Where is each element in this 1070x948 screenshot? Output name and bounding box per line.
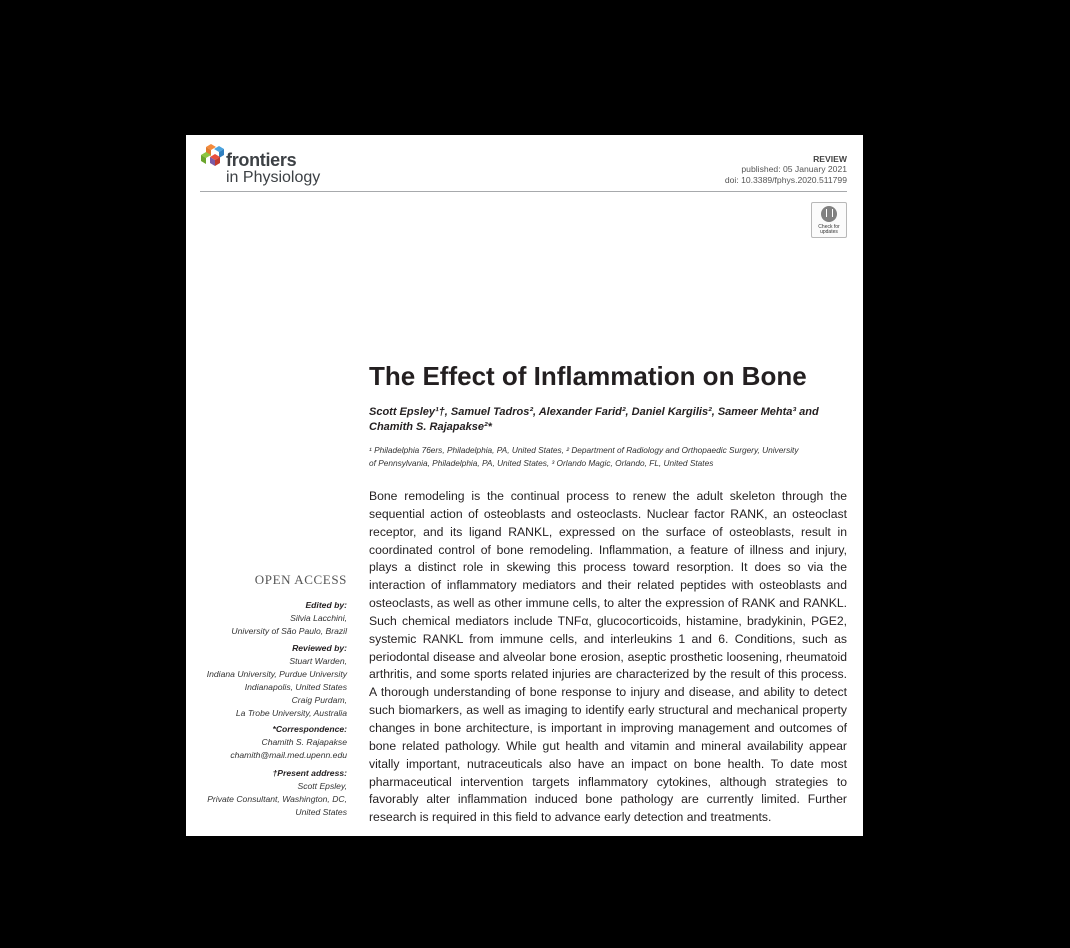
- affiliations: [369, 444, 849, 470]
- article-meta: [725, 154, 847, 185]
- published-date: published: 05 January 2021: [741, 164, 847, 175]
- present-address-label: †Present address:: [272, 768, 347, 778]
- reviewed-by-label: Reviewed by:: [292, 643, 347, 653]
- brand-line2: in Physiology: [226, 169, 321, 186]
- abstract: Bone remodeling is the continual process to renew the adult skeleton through the sequential action of osteoblasts and osteoclasts. Nuclear factor RANK, an osteoclast receptor, and its ligand RANKL, expressed on the surface of osteoblasts, result in coordinated control of bone remodeling. Inflammation, a feature of illness and injury, plays a distinct role in skewing this process toward resorption. It does so via the interaction of inflammatory mediators and their related peptides with osteoblasts and osteoclasts, as well as other immune cells, to alter the expression of RANK and RANKL. Such chemical mediators include TNFα, glucocorticoids, histamine, bradykinin, PGE2, systemic RANKL from immune cells, and interleukins 1 and 6. Conditions, such as periodontal disease and alveolar bone erosion, aseptic prosthetic loosening, rheumatoid arthritis, and some sports related injuries are characterized by the result of this process. A thorough understanding of bone response to injury and disease, and ability to detect such biomarkers, as well as imaging to identify early structural and mechanical property changes in bone architecture, is important in improving management and outcomes of bone related pathology. While gut health and vitamin and mineral availability appear vitally important, nutraceuticals also have an impact on bone health. To date most pharmaceutical intervention targets inflammatory cytokines, although strategies to favorably alter inflammation induced bone pathology are currently limited. Further research is required in this field to advance early detection and treatments.: [369, 489, 847, 825]
- open-access-label: OPEN ACCESS: [254, 572, 347, 587]
- reviewer1-affil-1: Indiana University, Purdue University: [206, 668, 347, 679]
- reviewer2-affil: La Trobe University, Australia: [235, 707, 347, 718]
- present-affil-2: United States: [295, 806, 347, 817]
- reviewed-by-block: [186, 642, 347, 719]
- reviewer1-name: Stuart Warden,: [289, 655, 347, 666]
- brand-line1: frontiers: [226, 150, 297, 170]
- correspondence-label: *Correspondence:: [272, 724, 347, 734]
- paper-page: [186, 135, 863, 836]
- doi[interactable]: doi: 10.3389/fphys.2020.511799: [724, 174, 847, 185]
- correspondence-email[interactable]: chamith@mail.med.upenn.edu: [230, 749, 347, 760]
- present-name: Scott Epsley,: [297, 780, 347, 791]
- correspondence-block: [186, 723, 347, 762]
- article-title: The Effect of Inflammation on Bone: [369, 361, 807, 391]
- header-rule: [200, 191, 847, 192]
- edited-by-block: [186, 599, 347, 638]
- authors-line2: Chamith S. Rajapakse²*: [369, 421, 492, 433]
- check-for-updates-badge[interactable]: [811, 202, 847, 238]
- reviewer1-affil-2: Indianapolis, United States: [244, 681, 347, 692]
- editor-affil: University of São Paulo, Brazil: [231, 625, 347, 636]
- article-type: REVIEW: [813, 154, 847, 164]
- badge-text: [812, 225, 846, 236]
- frontiers-logo: [200, 142, 340, 188]
- edited-by-label: Edited by:: [305, 600, 347, 610]
- author-list: [369, 405, 849, 435]
- editor-name: Silvia Lacchini,: [290, 612, 347, 623]
- present-address-block: [186, 767, 347, 819]
- affil-line1: ¹ Philadelphia 76ers, Philadelphia, PA, United States, ² Department of Radiology and Orthopaedic Surgery, University: [369, 445, 799, 455]
- frontiers-cubes-icon: [200, 143, 224, 169]
- bookmark-icon: [821, 206, 837, 222]
- reviewer2-name: Craig Purdam,: [291, 694, 347, 705]
- present-affil-1: Private Consultant, Washington, DC,: [207, 793, 347, 804]
- badge-text-2: updates: [820, 229, 838, 236]
- badge-text-1: Check for: [818, 224, 840, 230]
- affil-line2: of Pennsylvania, Philadelphia, PA, United States, ³ Orlando Magic, Orlando, FL, United States: [369, 458, 714, 468]
- correspondence-name: Chamith S. Rajapakse: [261, 736, 347, 747]
- authors-line1: Scott Epsley¹†, Samuel Tadros², Alexander Farid², Daniel Kargilis², Sameer Mehta³ and: [369, 406, 819, 418]
